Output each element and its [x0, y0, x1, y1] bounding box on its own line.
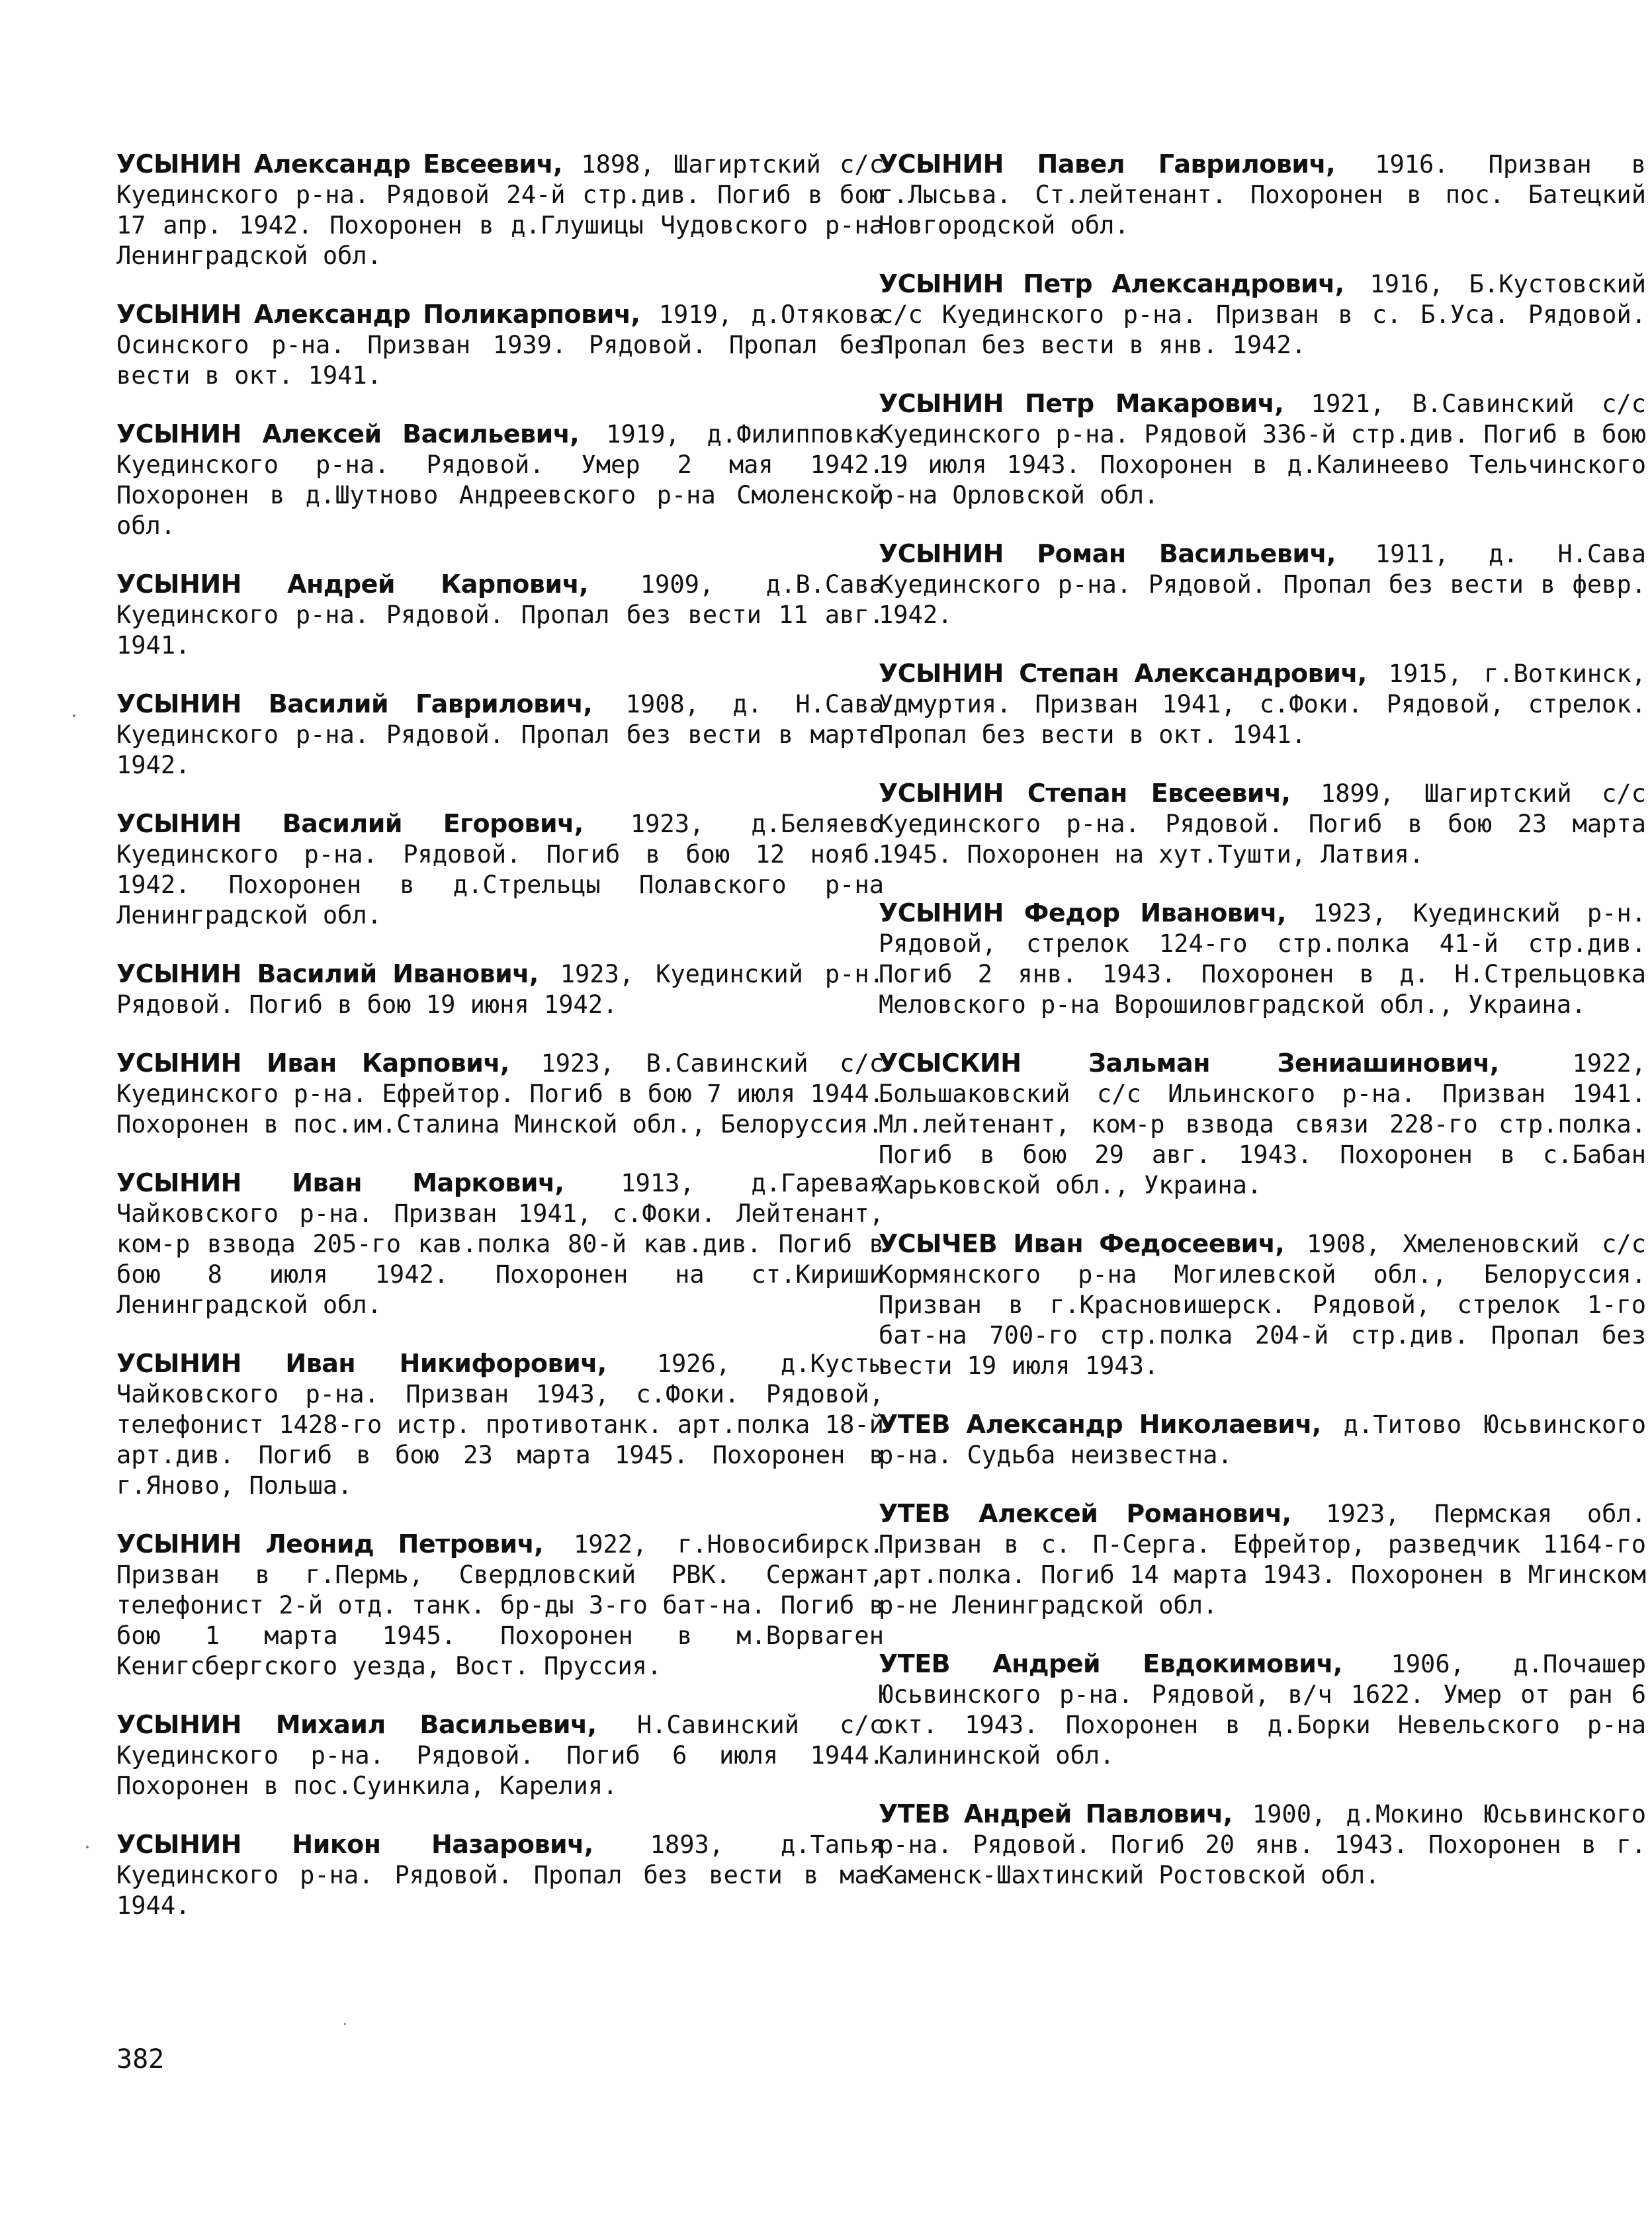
- page-number: 382: [116, 2044, 165, 2075]
- memorial-entry: [879, 1649, 1646, 1771]
- entry-name: УСЫНИН Василий Иванович,: [116, 959, 539, 988]
- entry-text: 1908, Хмеленовский с/с Кормянского р-на Могилевской обл., Белоруссия. Призван в г.Красновишерск. Рядовой, стрелок 1-го бат-на 700-го стр.полка 204-й стр.див. Пропал без вести 19 июля 1943.: [879, 1230, 1646, 1380]
- memorial-entry: [116, 808, 884, 931]
- entry-name: УСЫНИН Иван Карпович,: [116, 1049, 509, 1078]
- memorial-entry: [116, 1529, 884, 1682]
- entry-name: УСЫНИН Алексей Васильевич,: [116, 419, 580, 449]
- entry-name: УСЫНИН Александр Евсеевич,: [116, 150, 562, 179]
- memorial-entry: [116, 1829, 884, 1921]
- entry-name: УСЫНИН Никон Назарович,: [116, 1830, 593, 1859]
- entry-name: УСЫСКИН Зальман Зениашинович,: [879, 1049, 1499, 1078]
- entry-name: УСЫНИН Василий Егорович,: [116, 809, 584, 838]
- memorial-entry: [116, 149, 884, 271]
- memorial-entry: [116, 1709, 884, 1801]
- entry-name: УСЫНИН Леонид Петрович,: [116, 1529, 544, 1559]
- entry-name: УТЕВ Алексей Романович,: [879, 1499, 1291, 1528]
- entry-text: 1911, д. Н.Сава Куединского р-на. Рядовой. Пропал без вести в февр. 1942.: [879, 540, 1646, 629]
- memorial-entry: [879, 1799, 1646, 1891]
- entry-text: 1906, д.Почашер Юсьвинского р-на. Рядовой, в/ч 1622. Умер от ран 6 окт. 1943. Похоронен в д.Борки Невельского р-на Калининской обл.: [879, 1650, 1646, 1770]
- entry-text: 1893, д.Тапья Куединского р-на. Рядовой. Пропал без вести в мае 1944.: [116, 1830, 884, 1920]
- memorial-entry: [116, 959, 884, 1020]
- entry-name: УСЫНИН Василий Гаврилович,: [116, 689, 593, 718]
- entry-text: Н.Савинский с/с Куединского р-на. Рядовой. Погиб 6 июля 1944. Похоронен в пос.Суинкила, Карелия.: [116, 1711, 884, 1800]
- memorial-entry: [879, 1048, 1646, 1201]
- entry-text: 1923, д.Беляево Куединского р-на. Рядовой. Погиб в бою 12 нояб. 1942. Похоронен в д.Стрельцы Полавского р-на Ленинградской обл.: [116, 810, 884, 929]
- memorial-entry: [116, 299, 884, 391]
- entry-text: 1922, Большаковский с/с Ильинского р-на. Призван 1941. Мл.лейтенант, ком-р взвода связи 228-го стр.полка. Погиб в бою 29 авг. 1943. Похоронен в с.Бабан Харьковской обл., Украина.: [879, 1049, 1646, 1199]
- memorial-entry: [116, 689, 884, 781]
- memorial-entry: [116, 1168, 884, 1320]
- entry-name: УСЫНИН Андрей Карпович,: [116, 570, 589, 599]
- entry-name: УСЫНИН Павел Гаврилович,: [879, 150, 1336, 179]
- entry-text: 1916, Б.Кустовский с/с Куединского р-на. Призван в с. Б.Уса. Рядовой. Пропал без вести в янв. 1942.: [879, 270, 1646, 359]
- memorial-entry: [879, 388, 1646, 511]
- memorial-entry: [116, 1048, 884, 1140]
- entry-text: 1923, В.Савинский с/с Куединского р-на. Ефрейтор. Погиб в бою 7 июля 1944. Похоронен в пос.им.Сталина Минской обл., Белоруссия.: [116, 1049, 884, 1138]
- entry-text: 1898, Шагиртский с/с Куединского р-на. Рядовой 24-й стр.див. Погиб в бою 17 апр. 1942. Похоронен в д.Глушицы Чудовского р-на Ленинградской обл.: [116, 150, 884, 270]
- entry-name: УСЫЧЕВ Иван Федосеевич,: [879, 1229, 1285, 1258]
- right-column: [879, 149, 1646, 1918]
- entry-name: УСЫНИН Иван Никифорович,: [116, 1349, 607, 1378]
- entry-text: 1922, г.Новосибирск. Призван в г.Пермь, Свердловский РВК. Сержант, телефонист 2-й отд. танк. бр-ды 3-го бат-на. Погиб в бою 1 марта 1945. Похоронен в м.Ворваген Кенигсбергского уезда, Вост. Пруссия.: [116, 1530, 884, 1680]
- entry-text: 1913, д.Гаревая Чайковского р-на. Призван 1941, с.Фоки. Лейтенант, ком-р взвода 205-го кав.полка 80-й кав.див. Погиб в бою 8 июля 1942. Похоронен на ст.Кириши Ленинградской обл.: [116, 1169, 884, 1319]
- entry-text: 1909, д.В.Сава Куединского р-на. Рядовой. Пропал без вести 11 авг. 1941.: [116, 570, 885, 660]
- entry-name: УТЕВ Александр Николаевич,: [879, 1410, 1321, 1439]
- memorial-entry: [116, 569, 884, 661]
- entry-text: 1915, г.Воткинск, Удмуртия. Призван 1941, с.Фоки. Рядовой, стрелок. Пропал без вести в окт. 1941.: [879, 660, 1646, 749]
- entry-text: 1921, В.Савинский с/с Куединского р-на. Рядовой 336-й стр.див. Погиб в бою 19 июля 1943. Похоронен в д.Калинеево Тельчинского р-на Орловской обл.: [879, 390, 1646, 509]
- memorial-entry: [879, 898, 1646, 1020]
- entry-text: 1923, Куединский р-н. Рядовой, стрелок 124-го стр.полка 41-й стр.див. Погиб 2 янв. 1943. Похоронен в д. Н.Стрельцовка Меловского р-на Ворошиловградской обл., Украина.: [879, 899, 1646, 1019]
- memorial-entry: [879, 269, 1646, 361]
- entry-text: 1908, д. Н.Сава Куединского р-на. Рядовой. Пропал без вести в марте 1942.: [116, 690, 884, 779]
- entry-text: 1923, Куединский р-н. Рядовой. Погиб в бою 19 июня 1942.: [116, 960, 884, 1019]
- entry-name: УСЫНИН Петр Макарович,: [879, 389, 1284, 418]
- entry-text: д.Титово Юсьвинского р-на. Судьба неизвестна.: [879, 1410, 1646, 1469]
- memorial-entry: [116, 419, 884, 541]
- entry-name: УСЫНИН Степан Александрович,: [879, 659, 1367, 688]
- memorial-entry: [879, 1409, 1646, 1471]
- memorial-entry: [116, 1348, 884, 1501]
- entry-name: УСЫНИН Федор Иванович,: [879, 898, 1286, 927]
- scan-speck: [86, 1846, 89, 1848]
- entry-text: 1926, д.Кусты Чайковского р-на. Призван 1943, с.Фоки. Рядовой, телефонист 1428-го истр. противотанк. арт.полка 18-й арт.див. Погиб в бою 23 марта 1945. Похоронен в г.Яново, Польша.: [116, 1350, 884, 1500]
- memorial-entry: [879, 538, 1646, 630]
- memorial-entry: [879, 658, 1646, 750]
- entry-text: 1919, д.Отякова Осинского р-на. Призван 1939. Рядовой. Пропал без вести в окт. 1941.: [116, 300, 884, 390]
- entry-text: 1916. Призван в г.Лысьва. Ст.лейтенант. Похоронен в пос. Батецкий Новгородской обл.: [879, 150, 1647, 239]
- entry-name: УСЫНИН Степан Евсеевич,: [879, 779, 1291, 808]
- scan-speck: [344, 2023, 346, 2025]
- entry-text: 1919, д.Филипповка Куединского р-на. Рядовой. Умер 2 мая 1942. Похоронен в д.Шутново Андреевского р-на Смоленской обл.: [116, 420, 884, 540]
- entry-name: УСЫНИН Роман Васильевич,: [879, 539, 1336, 568]
- memorial-entry: [879, 1498, 1646, 1621]
- entry-name: УСЫНИН Михаил Васильевич,: [116, 1710, 597, 1739]
- entry-name: УТЕВ Андрей Павлович,: [879, 1799, 1233, 1828]
- entry-text: 1923, Пермская обл. Призван в с. П-Серга. Ефрейтор, разведчик 1164-го арт.полка. Погиб 14 марта 1943. Похоронен в Мгинском р-не Ленинградской обл.: [879, 1500, 1646, 1619]
- scan-speck: [73, 714, 75, 717]
- entry-name: УСЫНИН Иван Маркович,: [116, 1168, 564, 1197]
- entry-name: УСЫНИН Петр Александрович,: [879, 269, 1344, 298]
- memorial-entry: [879, 149, 1646, 241]
- left-column: [116, 149, 884, 1949]
- memorial-entry: [879, 778, 1646, 870]
- entry-text: 1899, Шагиртский с/с Куединского р-на. Рядовой. Погиб в бою 23 марта 1945. Похоронен на хут.Тушти, Латвия.: [879, 779, 1646, 869]
- entry-name: УСЫНИН Александр Поликарпович,: [116, 300, 640, 329]
- entry-text: 1900, д.Мокино Юсьвинского р-на. Рядовой. Погиб 20 янв. 1943. Похоронен в г. Каменск-Шахтинский Ростовской обл.: [879, 1800, 1646, 1889]
- memorial-entry: [879, 1228, 1646, 1381]
- entry-name: УТЕВ Андрей Евдокимович,: [879, 1649, 1342, 1678]
